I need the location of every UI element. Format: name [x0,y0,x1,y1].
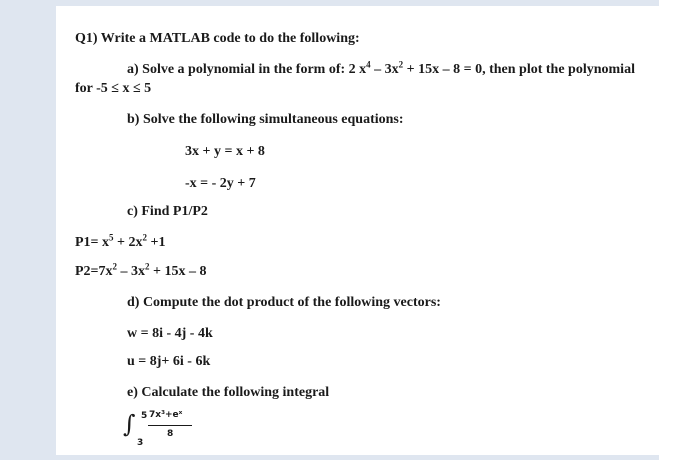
p2-text-3: + 15x – 8 [149,264,207,279]
vector-w: w = 8i - 4j - 4k [127,326,213,341]
part-a-exp-1: 4 [366,59,371,70]
p1-text-2: + 2x [113,235,143,250]
p2-text-1: P2=7x [75,264,113,279]
p1-exp-1: 5 [109,232,114,243]
part-e-title: e) Calculate the following integral [127,385,330,400]
integral-upper-limit: 5 [141,411,148,421]
p1-text-3: +1 [147,235,166,250]
fraction-bar [148,425,192,426]
equation-2: -x = - 2y + 7 [185,176,256,191]
part-d-title: d) Compute the dot product of the following vectors: [127,295,441,310]
integral-lower-limit: 3 [137,438,144,448]
p2-exp-1: 2 [112,261,118,272]
part-a-text-1: a) Solve a polynomial in the form of: 2 x [127,62,367,77]
vector-u: u = 8j+ 6i - 6k [127,354,211,369]
p1-expression [75,232,166,251]
part-a-line2: for -5 ≤ x ≤ 5 [75,81,152,96]
integral-sign: ∫ [123,410,136,438]
bottom-border [0,455,700,460]
question-title: Q1) Write a MATLAB code to do the following: [75,31,360,46]
part-a-line1 [127,59,635,78]
p1-text-1: P1= x [75,235,110,250]
equation-1: 3x + y = x + 8 [185,144,265,159]
p2-text-2: – 3x [117,264,146,279]
part-a-text-2: – 3x [370,62,399,77]
part-c-title: c) Find P1/P2 [127,204,208,219]
p1-exp-2: 2 [142,232,148,243]
p2-exp-2: 2 [145,261,150,272]
right-margin [659,0,700,460]
part-b-title: b) Solve the following simultaneous equations: [127,112,404,127]
left-border [0,0,56,460]
part-a-exp-2: 2 [398,59,404,70]
integral-numerator: 7x³+eˣ [149,410,183,420]
integral-denominator: 8 [167,429,174,439]
p2-expression [75,261,207,280]
part-a-text-3: + 15x – 8 = 0, then plot the polynomial [403,62,635,77]
